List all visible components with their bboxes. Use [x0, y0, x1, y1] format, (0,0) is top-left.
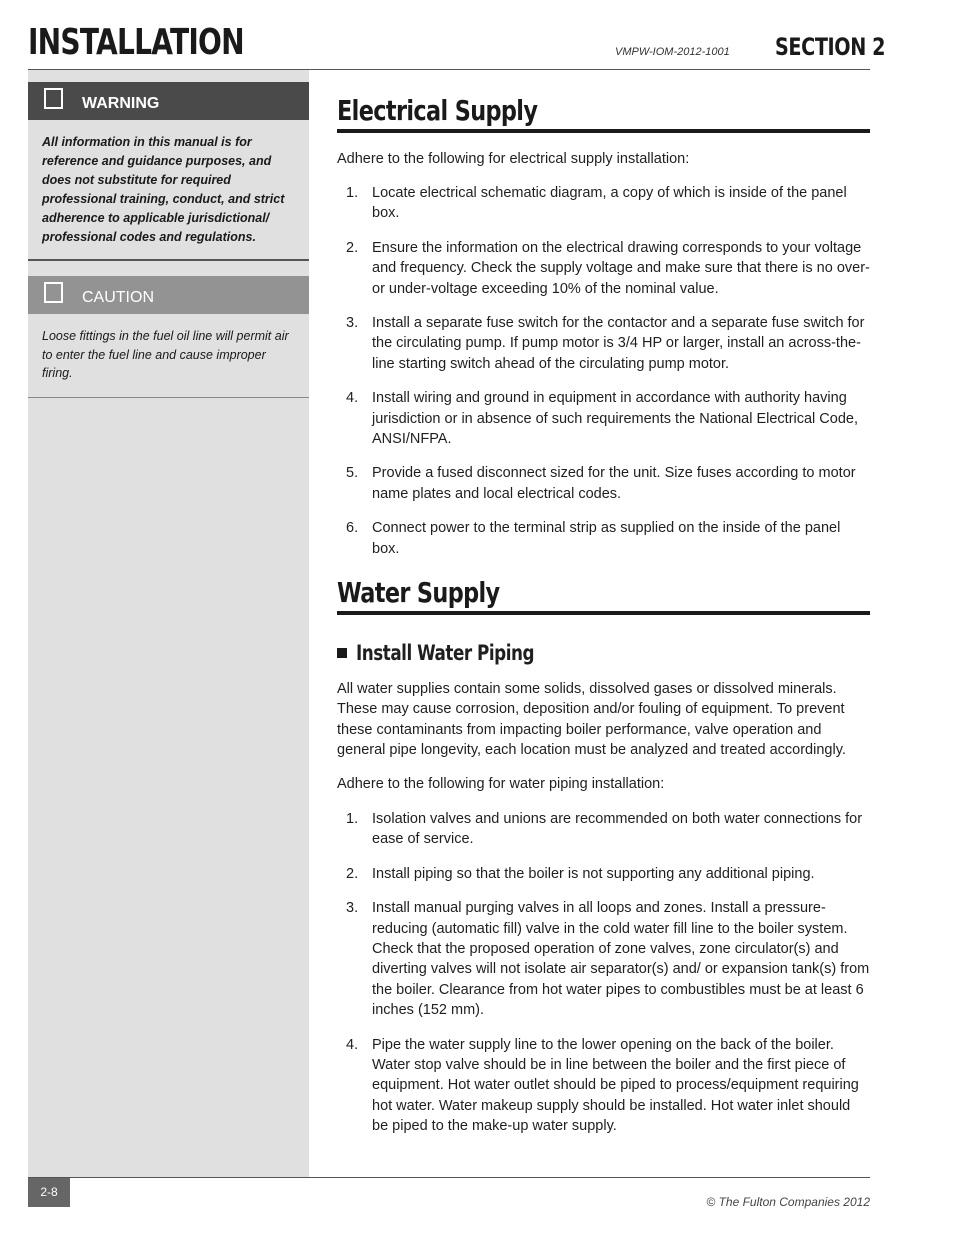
page-number: 2-8 — [28, 1178, 70, 1207]
document-id: VMPW-IOM-2012-1001 — [615, 46, 730, 58]
caution-text: Loose fittings in the fuel oil line will permit air to enter the fuel line and cause improper firing. — [42, 329, 289, 380]
water-steps-list — [337, 809, 870, 1137]
list-item-number: 4. — [346, 390, 359, 407]
list-item-text: Locate electrical schematic diagram, a copy of which is inside of the panel box. — [372, 185, 847, 222]
warning-divider — [28, 259, 309, 261]
list-item-text: Install a separate fuse switch for the contactor and a separate fuse switch for the circulating pump. If pump motor is 3/4 HP or larger, install an across-the-line starting switch ahead of the circulating pump motor. — [372, 315, 865, 372]
warning-label: WARNING — [82, 95, 160, 112]
list-item — [337, 183, 870, 224]
list-item-number: 2. — [346, 865, 359, 882]
list-item — [337, 313, 870, 374]
list-item-text: Ensure the information on the electrical drawing corresponds to your voltage and frequency. Check the supply voltage and make sure that there is no over- or under-voltage exceeding 10% of the nominal value. — [372, 239, 870, 297]
bullet-square-icon — [337, 648, 347, 658]
list-item-text: Isolation valves and unions are recommended on both water connections for ease of service. — [372, 811, 863, 848]
install-water-piping-subheading — [337, 641, 579, 665]
list-item-text: Connect power to the terminal strip as supplied on the inside of the panel box. — [372, 520, 841, 557]
electrical-intro: Adhere to the following for electrical supply installation: — [337, 151, 690, 167]
caution-header — [28, 276, 309, 314]
list-item — [337, 238, 870, 299]
list-item — [337, 388, 870, 449]
water-heading-rule — [337, 611, 870, 615]
footer-rule — [28, 1177, 870, 1178]
warning-header — [28, 82, 309, 120]
list-item-text: Install manual purging valves in all loops and zones. Install a pressure-reducing (automatic fill) valve in the cold water fill line to the boiler system. Check that the proposed operation of zone valves, zone circulator(s) and diverting valves will not isolate air separator(s) and/ or expansion tank(s) from the boiler. Clearance from hot water pipes to combustibles must be at least 6 inches (152 mm). — [372, 900, 870, 1019]
list-item-number: 5. — [346, 465, 359, 482]
list-item-number: 6. — [346, 520, 359, 537]
list-item-text: Provide a fused disconnect sized for the unit. Size fuses according to motor name plates and local electrical codes. — [372, 465, 856, 502]
list-item-number: 1. — [346, 811, 359, 827]
list-item-text: Install piping so that the boiler is not supporting any additional piping. — [372, 865, 815, 882]
section-label: SECTION 2 — [775, 33, 886, 61]
electrical-heading-rule — [337, 129, 870, 133]
water-supply-heading: Water Supply — [337, 576, 500, 609]
electrical-steps-list — [337, 183, 870, 559]
list-item — [337, 809, 870, 850]
page-title: INSTALLATION — [28, 22, 244, 63]
list-item-text: Pipe the water supply line to the lower opening on the back of the boiler. Water stop valve should be in line between the boiler and the first piece of equipment. Hot water outlet should be piped to process/equipment requiring hot water. Water makeup supply should be installed. Hot water inlet should be piped to the make-up water supply. — [372, 1036, 859, 1135]
warning-checkbox-icon — [44, 88, 63, 109]
caution-checkbox-icon — [44, 282, 63, 303]
warning-text: All information in this manual is for reference and guidance purposes, and does not substitute for required professional training, conduct, and strict adherence to applicable jurisdictional/ professional codes and regulations. — [42, 135, 285, 244]
list-item-number: 3. — [346, 900, 359, 917]
subheading-text: Install Water Piping — [356, 641, 535, 665]
water-intro-adhere: Adhere to the following for water piping installation: — [337, 776, 665, 792]
electrical-supply-heading: Electrical Supply — [337, 94, 538, 127]
list-item — [337, 463, 870, 504]
list-item — [337, 1035, 870, 1137]
list-item — [337, 898, 870, 1020]
water-intro-paragraph: All water supplies contain some solids, dissolved gases or dissolved minerals. These may cause corrosion, deposition and/or fouling of equipment. To prevent these contaminants from impacting boiler performance, valve operation and general pipe longevity, each location must be analyzed and treated accordingly. — [337, 681, 846, 759]
list-item-number: 2. — [346, 239, 359, 256]
list-item-text: Install wiring and ground in equipment in accordance with authority having jurisdiction or in absence of such requirements the National Electrical Code, ANSI/NFPA. — [372, 390, 858, 448]
list-item-number: 1. — [346, 185, 359, 201]
caution-divider — [28, 397, 309, 398]
sidebar — [28, 70, 309, 1177]
list-item — [337, 864, 870, 884]
copyright: © The Fulton Companies 2012 — [706, 1195, 870, 1209]
list-item-number: 4. — [346, 1036, 359, 1053]
list-item-number: 3. — [346, 315, 359, 332]
caution-label: CAUTION — [82, 289, 154, 306]
list-item — [337, 518, 870, 559]
